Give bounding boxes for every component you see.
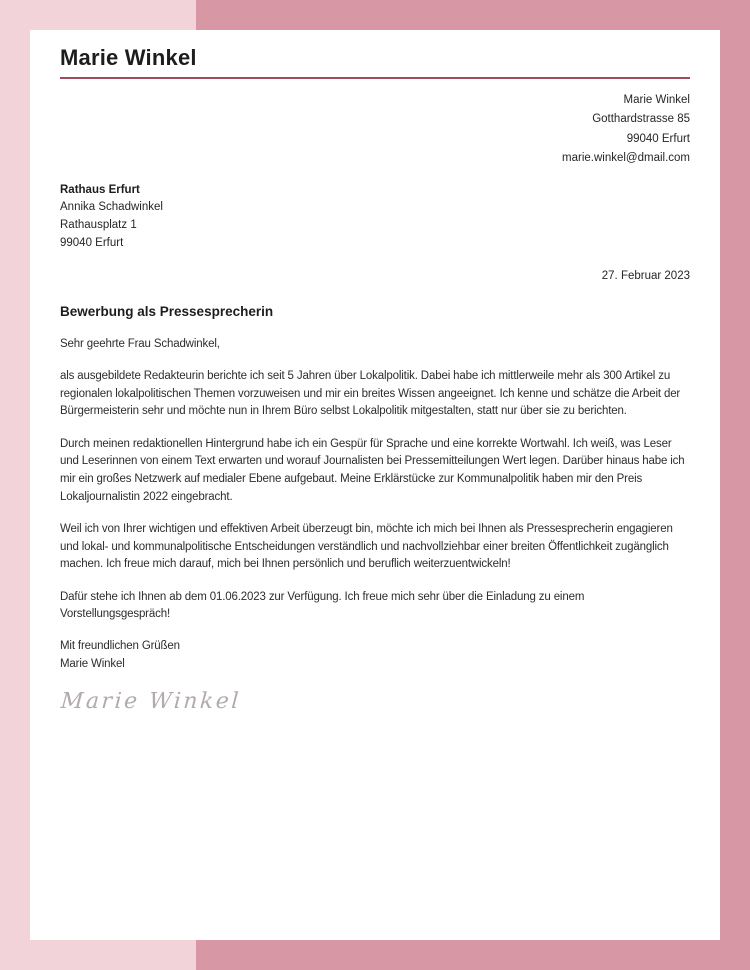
letter-sheet xyxy=(30,30,720,940)
letter-date: 27. Februar 2023 xyxy=(601,270,690,283)
body-paragraph-4: Dafür stehe ich Ihnen ab dem 01.06.2023 zur Verfügung. Ich freue mich sehr über die Einladung zu einem Vorstellungsgespräch! xyxy=(60,590,585,621)
salutation: Sehr geehrte Frau Schadwinkel, xyxy=(60,337,220,350)
subject-line: Bewerbung als Pressesprecherin xyxy=(60,303,274,319)
recipient-street: Rathausplatz 1 xyxy=(60,219,137,232)
letter-header xyxy=(60,44,690,79)
body-paragraph-2: Durch meinen redaktionellen Hintergrund habe ich ein Gespür für Sprache und eine korrekte Wortwahl. Ich weiß, was Leser und Leserinnen von einem Text erwarten und worauf Journalisten bei Pressemitteilungen Wert legen. Darüber hinaus habe ich mir ein großes Netzwerk auf medialer Ebene aufgebaut. Meine Erklärstücke zur Kommunalpolitik haben mir den Preis Lokaljournalistin 2022 eingebracht. xyxy=(60,437,685,503)
recipient-organization: Rathaus Erfurt xyxy=(60,183,140,196)
signer-name: Marie Winkel xyxy=(60,658,125,671)
recipient-address-block xyxy=(60,182,690,252)
closing-block xyxy=(60,638,690,673)
handwritten-signature: Marie Winkel xyxy=(60,688,242,714)
sender-street: Gotthardstrasse 85 xyxy=(592,113,690,126)
sender-city: 99040 Erfurt xyxy=(626,132,690,145)
farewell-line: Mit freundlichen Grüßen xyxy=(60,640,180,653)
body-paragraph-1: als ausgebildete Redakteurin berichte ich seit 5 Jahren über Lokalpolitik. Dabei habe ich mittlerweile mehr als 300 Artikel zu regionalen lokalpolitischen Themen vorzuweisen und mir ein breites Wissen angeeignet. Ich kenne und schätze die Arbeit der Bürgermeisterin sehr und möchte nun in Ihrem Büro selbst Lokalpolitik mitgestalten, statt nur über sie zu berichten. xyxy=(60,370,681,418)
recipient-city: 99040 Erfurt xyxy=(60,236,124,249)
recipient-contact-person: Annika Schadwinkel xyxy=(60,201,163,214)
sender-contact-block xyxy=(60,91,690,169)
page-title: Marie Winkel xyxy=(60,45,197,70)
sender-email: marie.winkel@dmail.com xyxy=(562,152,690,165)
sender-name: Marie Winkel xyxy=(623,93,690,106)
body-paragraph-3: Weil ich von Ihrer wichtigen und effektiven Arbeit überzeugt bin, möchte ich mich bei Ihnen als Pressesprecherin engagieren und lokal- und kommunalpolitische Entscheidungen verständlich und nachvollziehbar einer breiten Öffentlichkeit zugänglich machen. Ich freue mich darauf, mich bei Ihnen persönlich und beruflich weiterzuentwickeln! xyxy=(60,522,673,571)
